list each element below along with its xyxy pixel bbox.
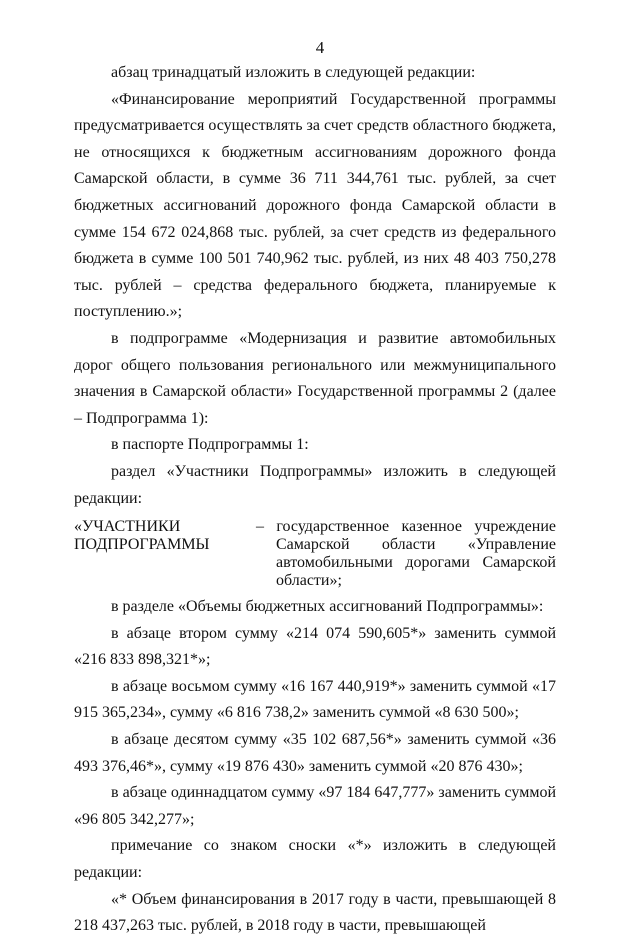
- paragraph-abzac-10: в абзаце десятом сумму «35 102 687,56*» заменить суммой «36 493 376,46*», сумму «19 876 430» заменить суммой «20 876 430»;: [74, 731, 556, 775]
- paragraph-participants-section: раздел «Участники Подпрограммы» изложить в следующей редакции:: [74, 462, 556, 507]
- paragraph-abzac-11: в абзаце одиннадцатом сумму «97 184 647,777» заменить суммой «96 805 342,277»;: [74, 784, 556, 828]
- paragraph-abzac-13: абзац тринадцатый изложить в следующей редакции:: [111, 64, 476, 81]
- paragraph-budget-section: в разделе «Объемы бюджетных ассигнований Подпрограммы»:: [111, 598, 544, 616]
- participants-value: – государственное казенное учреждение Самарской области «Управление автомобильными дорогами Самарской области»;: [256, 518, 556, 590]
- paragraph-footnote-note: примечание со знаком сноски «*» изложить в следующей редакции:: [74, 837, 556, 882]
- paragraph-abzac-2: в абзаце втором сумму «214 074 590,605*» заменить суммой «216 833 898,321*»;: [74, 624, 556, 669]
- participants-block: [74, 518, 556, 590]
- paragraph-abzac-8: в абзаце восьмом сумму «16 167 440,919*» заменить суммой «17 915 365,234», сумму «6 816 738,2» заменить суммой «8 630 500»;: [74, 677, 556, 722]
- paragraph-passport: в паспорте Подпрограммы 1:: [111, 436, 309, 454]
- paragraph-financing-quote: «Финансирование мероприятий Государственной программы предусматривается осуществлять за счет средств областного бюджета, не относящихся к бюджетным ассигнованиям дорожного фонда Самарской области, в сумме 36 711 344,761 тыс. рублей, за счет бюджетных ассигнований дорожного фонда Самарской области в сумме 154 672 024,868 тыс. рублей, за счет средств из федерального бюджета в сумме 100 501 740,962 тыс. рублей, из них 48 403 750,278 тыс. рублей – средства федерального бюджета, планируемые к поступлению.»;: [74, 90, 556, 321]
- paragraph-footnote-text: «* Объем финансирования в 2017 году в части, превышающей 8 218 437,263 тыс. рублей, в 2018 году в части, превышающей: [74, 890, 556, 935]
- participants-label: «УЧАСТНИКИ ПОДПРОГРАММЫ: [74, 518, 210, 554]
- page-number: 4: [315, 38, 325, 57]
- paragraph-subprogram-intro: в подпрограмме «Модернизация и развитие автомобильных дорог общего пользования регионального или межмуниципального значения в Самарской области» Государственной программы 2 (далее – Подпрограмма 1):: [74, 329, 556, 427]
- document-body: [74, 60, 556, 940]
